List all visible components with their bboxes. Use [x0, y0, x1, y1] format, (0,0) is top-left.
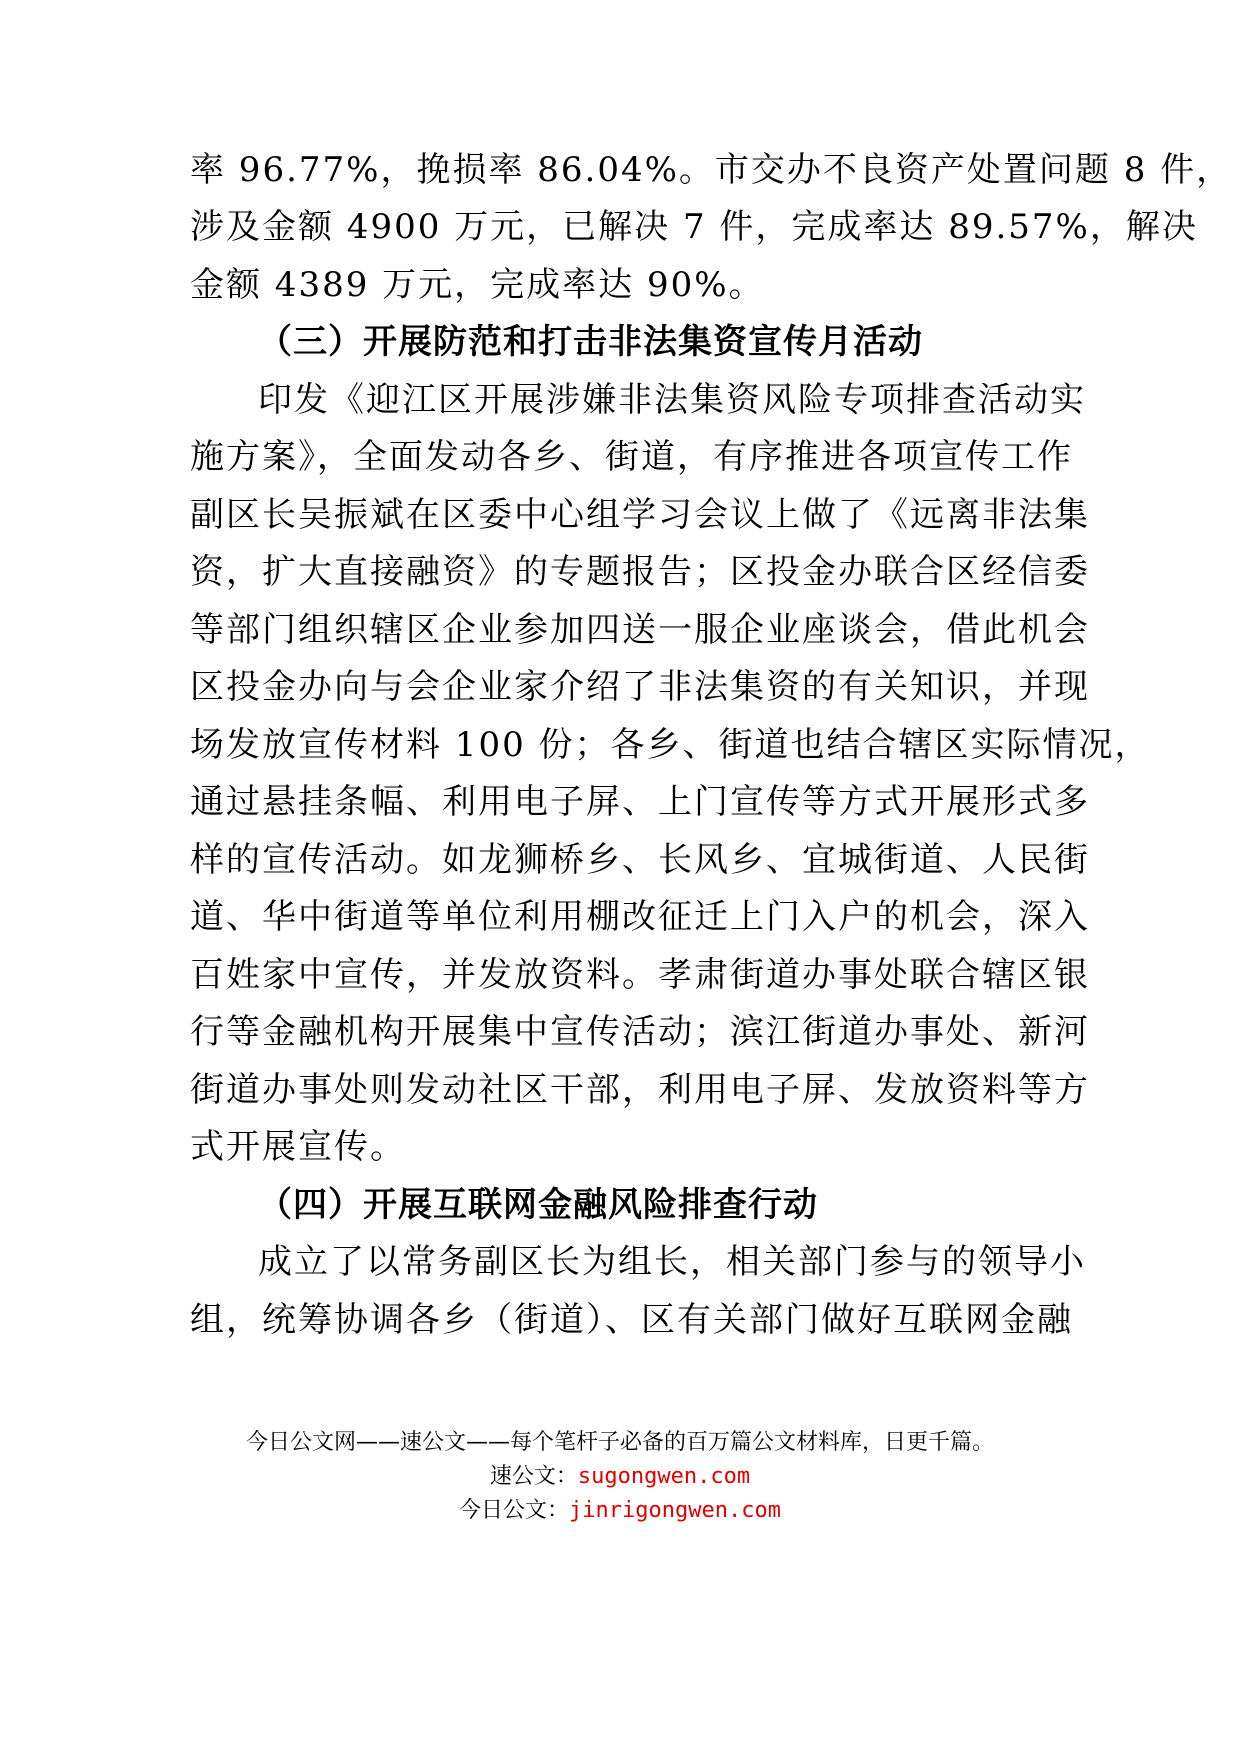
body-line: 施方案》，全面发动各乡、街道，有序推进各项宣传工作: [190, 437, 1073, 477]
body-line: 样的宣传活动。如龙狮桥乡、长风乡、宜城街道、人民街: [190, 840, 1090, 880]
body-line: 等部门组织辖区企业参加四送一服企业座谈会，借此机会: [190, 610, 1090, 650]
section-heading-4: （四）开展互联网金融风险排查行动: [258, 1185, 818, 1225]
body-line: 涉及金额 4900 万元，已解决 7 件，完成率达 89.57%，解决: [190, 207, 1198, 247]
body-line: 道、华中街道等单位利用棚改征迁上门入户的机会，深入: [190, 897, 1090, 937]
body-line: 金额 4389 万元，完成率达 90%。: [190, 265, 765, 305]
body-line: 通过悬挂条幅、利用电子屏、上门宣传等方式开展形式多: [190, 782, 1090, 822]
body-line: 行等金融机构开展集中宣传活动；滨江街道办事处、新河: [190, 1012, 1090, 1052]
body-line: 资，扩大直接融资》的专题报告；区投金办联合区经信委: [190, 552, 1090, 592]
body-line: 区投金办向与会企业家介绍了非法集资的有关知识，并现: [190, 667, 1090, 707]
section-heading-3: （三）开展防范和打击非法集资宣传月活动: [258, 322, 923, 362]
jinri-link[interactable]: jinrigongwen.com: [569, 1498, 781, 1523]
body-line: 式开展宣传。: [190, 1127, 406, 1167]
body-line: 率 96.77%，挽损率 86.04%。市交办不良资产处置问题 8 件，: [190, 150, 1233, 190]
footer-sugong-label: 速公文：: [489, 1464, 578, 1489]
footer-slogan: 今日公文网——速公文——每个笔杆子必备的百万篇公文材料库，日更千篇。: [245, 1430, 994, 1455]
body-line: 印发《迎江区开展涉嫌非法集资风险专项排查活动实: [258, 380, 1086, 420]
footer-jinri: [0, 1496, 1240, 1526]
sugong-link[interactable]: sugongwen.com: [577, 1464, 751, 1489]
body-line: 场发放宣传材料 100 份；各乡、街道也结合辖区实际情况，: [190, 725, 1151, 765]
footer-jinri-label: 今日公文：: [459, 1498, 570, 1523]
footer-sugong: [0, 1462, 1240, 1492]
body-line: 街道办事处则发动社区干部，利用电子屏、发放资料等方: [190, 1070, 1090, 1110]
body-line: 组，统筹协调各乡（街道）、区有关部门做好互联网金融: [190, 1300, 1073, 1340]
body-line: 副区长吴振斌在区委中心组学习会议上做了《远离非法集: [190, 495, 1090, 535]
body-line: 百姓家中宣传，并发放资料。孝肃街道办事处联合辖区银: [190, 955, 1090, 995]
body-line: 成立了以常务副区长为组长，相关部门参与的领导小: [258, 1242, 1086, 1282]
